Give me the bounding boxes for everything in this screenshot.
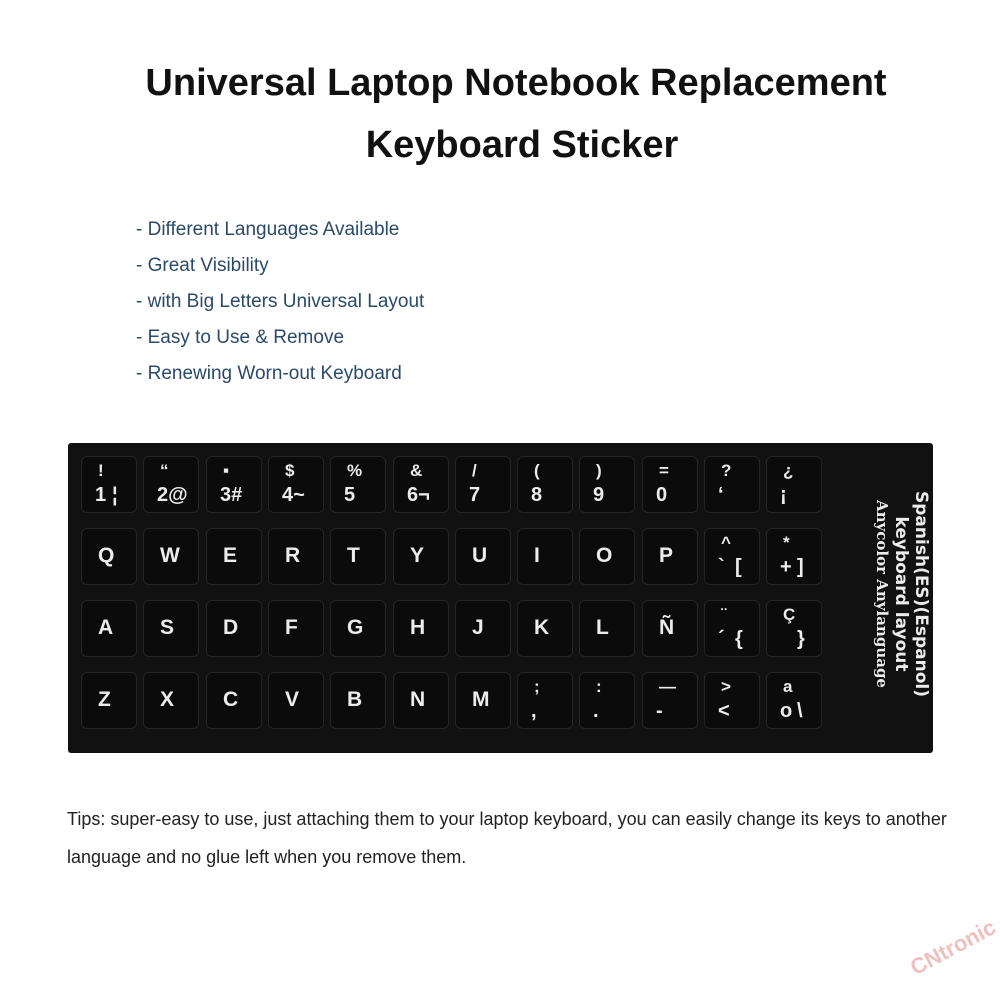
sticker-key — [455, 600, 511, 657]
sticker-key — [704, 600, 760, 657]
sticker-key — [393, 528, 449, 585]
key-base-symbol: 3# — [220, 484, 243, 506]
key-base-symbol: . — [593, 700, 599, 722]
key-base-symbol: 9 — [593, 484, 605, 506]
sticker-key — [704, 528, 760, 585]
key-altgr-symbol: ¦ — [112, 484, 118, 506]
key-altgr-symbol: \ — [797, 700, 803, 722]
sticker-key — [143, 672, 199, 729]
key-base-symbol: ´ — [718, 628, 725, 650]
key-base-symbol: ‘ — [718, 484, 724, 506]
key-shift-symbol: $ — [285, 461, 295, 480]
key-letter: U — [472, 544, 488, 567]
key-shift-symbol: > — [721, 677, 731, 696]
keyboard-sticker-sheet — [68, 443, 933, 753]
sticker-key — [517, 600, 573, 657]
key-letter: D — [223, 616, 239, 639]
key-letter: O — [596, 544, 613, 567]
sticker-key — [704, 672, 760, 729]
key-base-symbol: 1 — [95, 484, 107, 506]
key-shift-symbol: “ — [160, 461, 169, 480]
key-base-symbol: 4~ — [282, 484, 305, 506]
sticker-key — [642, 672, 698, 729]
key-base-symbol: 0 — [656, 484, 668, 506]
sticker-key — [268, 456, 324, 513]
sticker-key — [766, 528, 822, 585]
key-base-symbol: , — [531, 700, 537, 722]
key-letter: Z — [98, 688, 111, 711]
key-letter: L — [596, 616, 609, 639]
key-altgr-symbol: ] — [797, 556, 804, 578]
key-letter: S — [160, 616, 175, 639]
key-letter: N — [410, 688, 426, 711]
sticker-key — [143, 528, 199, 585]
sticker-key — [642, 600, 698, 657]
key-shift-symbol: ; — [534, 677, 540, 696]
sticker-key — [143, 456, 199, 513]
key-base-symbol: 6¬ — [407, 484, 430, 506]
product-title-line-1: Universal Laptop Notebook Replacement — [145, 62, 887, 104]
sticker-key — [766, 672, 822, 729]
sticker-key — [330, 600, 386, 657]
key-base-symbol: 2@ — [157, 484, 188, 506]
sticker-key — [81, 672, 137, 729]
key-shift-symbol: ( — [534, 461, 540, 480]
key-shift-symbol: ^ — [721, 533, 731, 552]
key-base-symbol: + — [780, 556, 792, 578]
key-letter: V — [285, 688, 300, 711]
key-letter: C — [223, 688, 239, 711]
key-shift-symbol: % — [347, 461, 363, 480]
sticker-key — [579, 528, 635, 585]
sticker-key — [517, 528, 573, 585]
sticker-key — [517, 456, 573, 513]
key-shift-symbol: — — [659, 677, 676, 696]
key-base-symbol: - — [656, 700, 663, 722]
sticker-key — [704, 456, 760, 513]
sticker-side-text — [873, 439, 931, 749]
sticker-key — [206, 528, 262, 585]
key-shift-symbol: / — [472, 461, 477, 480]
sticker-key — [81, 528, 137, 585]
key-letter: M — [472, 688, 490, 711]
key-shift-symbol: ! — [98, 461, 104, 480]
key-shift-symbol: Ç — [783, 605, 796, 624]
key-letter: H — [410, 616, 426, 639]
sticker-key — [143, 600, 199, 657]
key-shift-symbol: ? — [721, 461, 732, 480]
key-letter: Ñ — [659, 616, 675, 639]
key-letter: P — [659, 544, 674, 567]
key-shift-symbol: ¨ — [721, 605, 727, 624]
sticker-key — [579, 456, 635, 513]
feature-item: - Different Languages Available — [136, 219, 400, 240]
sticker-key — [455, 528, 511, 585]
key-shift-symbol: & — [410, 461, 423, 480]
sticker-key — [455, 456, 511, 513]
sticker-key — [642, 456, 698, 513]
sticker-key — [393, 456, 449, 513]
key-altgr-symbol: { — [735, 628, 743, 650]
key-base-symbol: < — [718, 700, 730, 722]
key-shift-symbol: ¿ — [783, 461, 794, 480]
key-letter: K — [534, 616, 550, 639]
feature-item: - with Big Letters Universal Layout — [136, 291, 425, 312]
key-base-symbol: ¡ — [780, 484, 787, 506]
tips-text: Tips: super-easy to use, just attaching them to your laptop keyboard, you can easily change its keys to another language and no glue left when you remove them. — [67, 809, 947, 867]
sticker-key — [766, 456, 822, 513]
key-shift-symbol: = — [659, 461, 669, 480]
key-shift-symbol: ▪ — [223, 461, 230, 480]
sticker-key — [330, 528, 386, 585]
sticker-key — [393, 672, 449, 729]
key-letter: F — [285, 616, 298, 639]
side-tagline: Anycolor Anylanguage — [873, 500, 891, 688]
feature-list — [136, 217, 424, 397]
key-letter: E — [223, 544, 238, 567]
key-base-symbol: 8 — [531, 484, 543, 506]
key-letter: B — [347, 688, 363, 711]
sticker-key — [517, 672, 573, 729]
sticker-key — [268, 600, 324, 657]
key-shift-symbol: * — [783, 533, 790, 552]
sticker-key — [81, 600, 137, 657]
sticker-key — [455, 672, 511, 729]
key-shift-symbol: : — [596, 677, 602, 696]
feature-item: - Great Visibility — [136, 255, 269, 276]
key-letter: A — [98, 616, 114, 639]
sticker-key — [268, 528, 324, 585]
key-altgr-symbol: [ — [735, 556, 742, 578]
feature-item: - Easy to Use & Remove — [136, 327, 345, 348]
side-layout-label: keyboard layout — [891, 516, 911, 672]
sticker-key — [393, 600, 449, 657]
sticker-key — [330, 456, 386, 513]
sticker-key — [642, 528, 698, 585]
key-letter: T — [347, 544, 360, 567]
key-base-symbol: 5 — [344, 484, 356, 506]
key-shift-symbol: ) — [596, 461, 602, 480]
key-letter: Y — [410, 544, 425, 567]
feature-item: - Renewing Worn-out Keyboard — [136, 363, 402, 384]
key-shift-symbol: a — [783, 677, 793, 696]
key-letter: R — [285, 544, 301, 567]
brand-watermark: CNtronic — [906, 914, 1000, 981]
key-letter: Q — [98, 544, 115, 567]
side-language-label: Spanish(ES)(Espanol) — [911, 491, 931, 697]
key-altgr-symbol: } — [797, 628, 805, 650]
sticker-key — [579, 672, 635, 729]
sticker-key — [330, 672, 386, 729]
sticker-key — [206, 456, 262, 513]
sticker-side-label — [865, 443, 935, 753]
sticker-key — [268, 672, 324, 729]
key-base-symbol: ` — [718, 556, 725, 578]
key-letter: W — [160, 544, 180, 567]
sticker-key — [206, 672, 262, 729]
product-title-line-2: Keyboard Sticker — [365, 124, 679, 166]
key-letter: J — [472, 616, 484, 639]
key-letter: G — [347, 616, 364, 639]
sticker-key — [579, 600, 635, 657]
key-letter: X — [160, 688, 175, 711]
key-base-symbol: o — [780, 700, 793, 722]
key-base-symbol: 7 — [469, 484, 481, 506]
sticker-key — [81, 456, 137, 513]
sticker-key — [206, 600, 262, 657]
key-letter: I — [534, 544, 540, 567]
sticker-key — [766, 600, 822, 657]
